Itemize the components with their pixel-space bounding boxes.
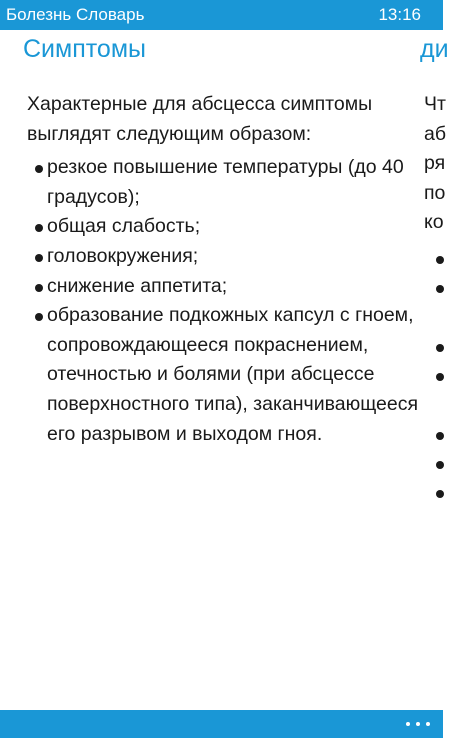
peek-line: аб [424,122,447,145]
list-item-text: снижение аппетита; [47,274,228,297]
peek-line: ко [424,211,444,234]
bullet-icon [436,256,444,264]
peek-line: по [424,181,446,204]
symptoms-content [27,90,427,449]
pivot-header-symptoms[interactable]: Симптомы [23,35,146,63]
bullet-icon [436,373,444,381]
bullet-icon [35,165,43,173]
intro-text: Характерные для абсцесса симптомы выглядят следующим образом: [27,93,373,145]
list-item-text: образование подкожных капсул с гноем, сопровождающееся покраснением, отечностью и болями (при абсцессе поверхностного типа), заканчивающееся его разрывом и выходом гноя. [47,304,419,445]
app-bar [0,710,443,738]
peek-line: ря [424,152,446,175]
bullet-icon [35,284,43,292]
app-title: Болезнь Словарь [6,5,145,24]
dot [406,722,410,726]
list-item [27,242,427,272]
ellipsis-icon[interactable] [403,714,433,734]
pivot-header-next[interactable]: ди [420,35,449,63]
bullet-icon [436,461,444,469]
dot [416,722,420,726]
symptom-list [27,153,427,449]
bullet-icon [35,313,43,321]
bullet-icon [436,344,444,352]
list-item-text: резкое повышение температуры (до 40 градусов); [47,156,404,208]
list-item-text: головокружения; [47,244,199,267]
bullet-icon [436,432,444,440]
list-item [27,212,427,242]
list-item [27,153,427,212]
status-bar [0,0,443,30]
next-page-peek [424,90,464,238]
list-item-text: общая слабость; [47,215,201,238]
dot [426,722,430,726]
clock: 13:16 [378,5,421,24]
bullet-icon [35,224,43,232]
peek-line: Чт [424,93,446,115]
list-item [27,301,427,449]
list-item [27,272,427,302]
bullet-icon [436,285,444,293]
bullet-icon [35,254,43,262]
bullet-icon [436,490,444,498]
